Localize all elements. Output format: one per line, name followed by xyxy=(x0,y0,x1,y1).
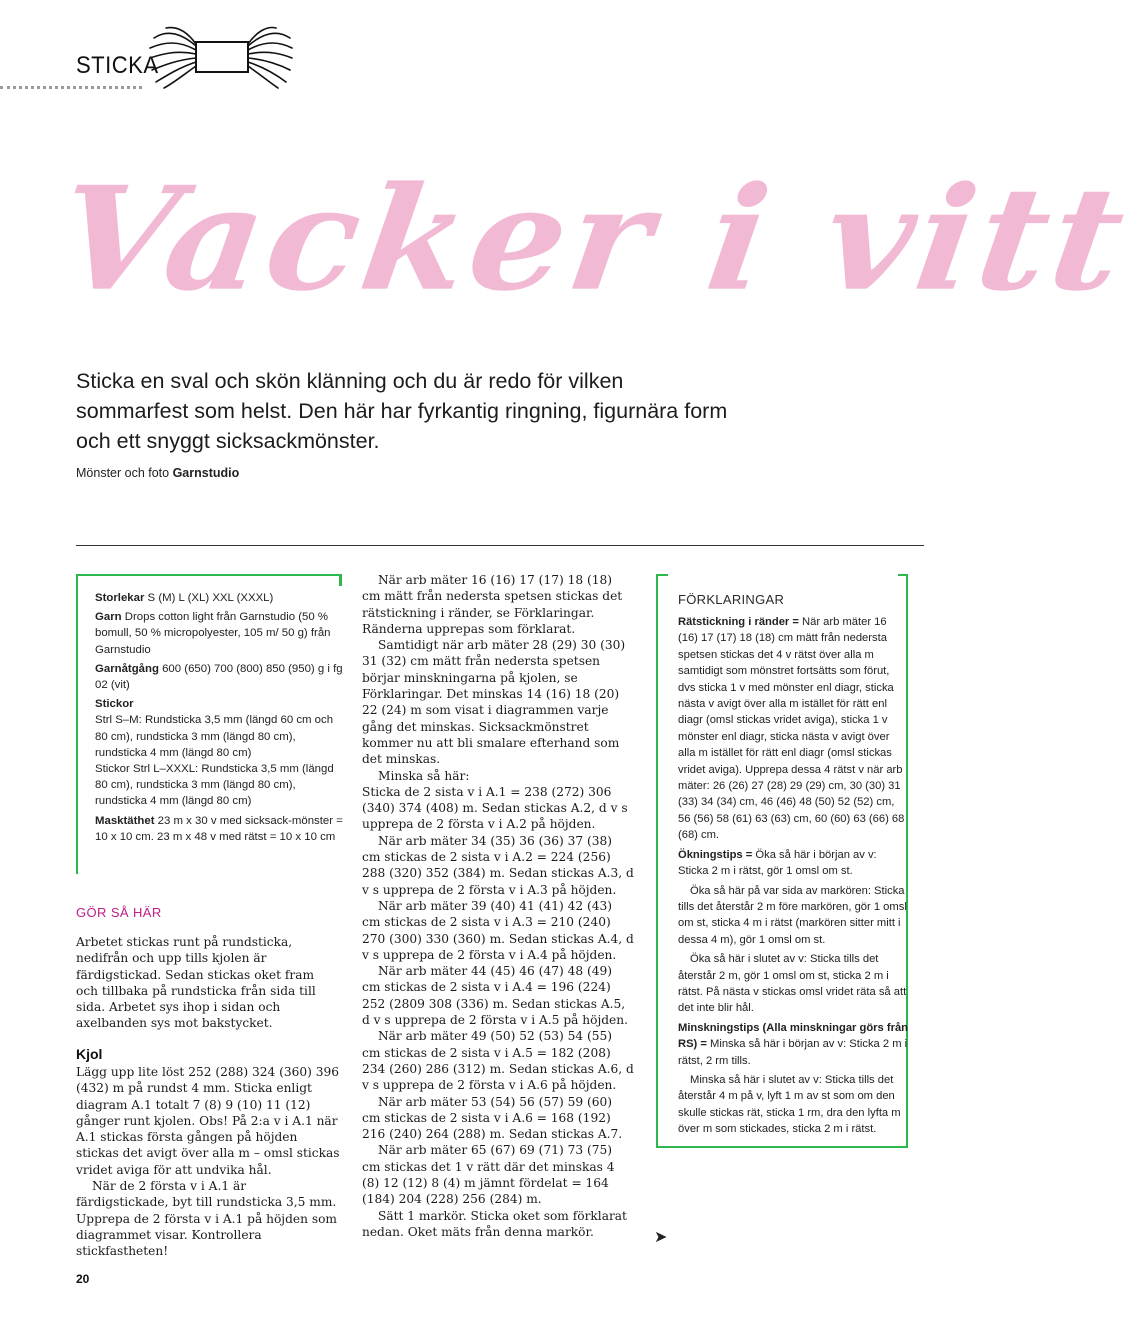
how-to-heading: GÖR SÅ HÄR xyxy=(76,905,162,920)
page-number: 20 xyxy=(76,1272,90,1286)
explanations-box xyxy=(656,574,908,1148)
materials-box xyxy=(76,574,342,874)
decrease-instructions: När arb mäter 16 (16) 17 (17) 18 (18) cm mätt från nedersta spetsen stickas det rätstickning i ränder, se Förklaringar. Ränderna upprepas som förklarat. Samtidigt när arb mäter 28 (29) 30 (30) 31 (32) cm mätt från nedersta spetsen börjar minskningarna på kjolen, se Förklaringar. Det minskas 14 (16) 18 (20) 22 (24) m som visat i diagrammen varje gång det minskas. Sicksackmönstret kommer nu att bli smalare efterhand som det minskas. Minska så här: Sticka de 2 sista v i A.1 = 238 (272) 306 (340) 374 (408) m. Sedan stickas A.2, d v s upprepa de 2 första v i A.2 på höjden. När arb mäter 34 (35) 36 (36) 37 (38) cm stickas de 2 sista v i A.2 = 224 (256) 288 (320) 352 (384) m. Sedan stickas A.3, d v s upprepa de 2 första v i A.3 på höjden. När arb mäter 39 (40) 41 (41) 42 (43) cm stickas de 2 sista v i A.3 = 210 (240) 270 (300) 330 (360) m. Sedan stickas A.4, d v s upprepa de 2 första v i A.4 på höjden. När arb mäter 44 (45) 46 (47) 48 (49) cm stickas de 2 sista v i A.4 = 196 (224) 252 (2809 308 (336) m. Sedan stickas A.5, d v s upprepa de 2 första v i A.5 på höjden. När arb mäter 49 (50) 52 (53) 54 (55) cm stickas de 2 sista v i A.5 = 182 (208) 234 (260) 286 (312) m. Sedan stickas A.6, d v s upprepa de 2 första v i A.6 på höjden. När arb mäter 53 (54) 56 (57) 59 (60) cm stickas de 2 sista v i A.6 = 168 (192) 216 (240) 264 (288) m. Sedan stickas A.7. När arb mäter 65 (67) 69 (71) 73 (75) cm stickas det 1 v rätt där det minskas 4 (8) 12 (12) 8 (4) m jämnt fördelat = 164 (184) 204 (228) 256 (284) m. Sätt 1 markör. Sticka oket som förklarat nedan. Oket mäts från denna markör. xyxy=(362,573,634,1239)
explanations-body xyxy=(678,614,908,1141)
header-dotted-rule xyxy=(0,86,142,89)
explanations-box-corner-right xyxy=(898,574,908,576)
continue-arrow-icon: ➤ xyxy=(654,1227,668,1246)
article-intro: Sticka en sval och skön klänning och du är redo för vilken sommarfest som helst. Den här har fyrkantig ringning, figurnära form och ett snyggt sicksackmönster. xyxy=(76,369,728,453)
yarn-skein-icon xyxy=(146,24,296,92)
column-top-rule xyxy=(76,545,924,546)
materials-gauge: Masktäthet 23 m x 30 v med sicksack-mönster = 10 x 10 cm. 23 m x 48 v med rätst = 10 x 10 cm xyxy=(95,814,343,843)
article-title: Vacker i vitt xyxy=(48,155,1137,323)
skirt-heading: Kjol xyxy=(76,1046,103,1062)
decrease-tip: Minskningstips (Alla minskningar görs från RS) = Minska så här i början av v: Sticka 2 m i rätst, 2 rm tills. xyxy=(678,1021,908,1067)
materials-yarn: Garn Drops cotton light från Garnstudio (50 % bomull, 50 % micropolyester, 105 m/ 50 g) från Garnstudio xyxy=(95,611,331,656)
section-label: STICKA xyxy=(76,52,159,79)
skirt-instructions: Lägg upp lite löst 252 (288) 324 (360) 396 (432) m på rundst 4 mm. Sticka enligt diagram A.1 totalt 7 (8) 9 (10) 11 (12) gånger runt kjolen. Obs! På 2:a v i A.1 när A.1 stickas första gången på höjden stickas det avigt över alla m – omsl stickas vridet aviga för att undvika hål. När de 2 första v i A.1 är färdigstickade, byt till rundsticka 3,5 mm. Upprepa de 2 första v i A.1 på höjden som diagrammet visar. Kontrollera stickfastheten! xyxy=(76,1065,340,1259)
stripes-tip: Rätstickning i ränder = När arb mäter 16 (16) 17 (17) 18 (18) cm mätt från nedersta spetsen stickas det 4 v rätst över alla m samtidigt som mönstret fortsätts som förut, dvs sticka 1 v med mönster enl diagr, sticka nästa v avigt över alla m istället för rätt enl diagr (omsl stickas vridet aviga), sticka 1 v mönster enl diagr, sticka nästa v avigt över alla m istället för rätt enl diagr (omsl stickas vridet aviga). Upprepa dessa 4 rätst v när arb mäter: 26 (26) 27 (28) 29 (29) cm, 30 (30) 31 (33) 34 (34) cm, 46 (46) 48 (50) 52 (52) cm, 56 (56) 58 (61) 63 (63) cm, 60 (60) 63 (66) 68 (68) cm. xyxy=(678,616,905,842)
materials-needles: Stickor Strl S–M: Rundsticka 3,5 mm (längd 60 cm och 80 cm), rundsticka 3 mm (längd 80 cm), rundsticka 4 mm (längd 80 cm) Stickor Strl L–XXXL: Rundsticka 3,5 mm (längd 80 cm), rundsticka 3 mm (längd 80 cm), rundsticka 4 mm (längd 80 cm) xyxy=(95,698,334,808)
materials-usage: Garnåtgång 600 (650) 700 (800) 850 (950) g i fg 02 (vit) xyxy=(95,662,343,692)
decrease-tip-end: Minska så här i slutet av v: Sticka tills det återstår 4 m på v, lyft 1 m av st som om den skulle stickas rät, sticka 1 rm, dra den lyfta m över m som stickades, sticka 2 m i rätst. xyxy=(678,1073,901,1136)
explanations-box-corner-left xyxy=(656,574,668,576)
increase-tip-marker: Öka så här på var sida av markören: Sticka tills det återstår 2 m före markören, gör 1 omsl om st, sticka 4 m i rätst (markören sitter mitt i dessa 4 m), gör 1 omsl om st. xyxy=(678,884,907,946)
article-credit: Mönster och foto Garnstudio xyxy=(76,466,240,480)
materials-box-corner xyxy=(339,574,342,586)
increase-tip-end: Öka så här i slutet av v: Sticka tills det återstår 2 m, gör 1 omsl om st, sticka 2 m i rätst. På nästa v stickas omsl vridet räta så att det inte blir hål. xyxy=(678,953,907,1015)
materials-sizes: Storlekar S (M) L (XL) XXL (XXXL) xyxy=(95,592,274,604)
increase-tip: Ökningstips = Öka så här i början av v: Sticka 2 m i rätst, gör 1 omsl om st. xyxy=(678,848,877,878)
materials-list xyxy=(95,590,345,848)
explanations-heading: FÖRKLARINGAR xyxy=(678,592,785,607)
how-to-intro: Arbetet stickas runt på rundsticka, nedifrån och upp tills kjolen är färdigstickad. Sedan stickas oket fram och tillbaka på rundsticka från sida till sida. Arbetet sys ihop i sidan och axelbanden sys mot bakstycket. xyxy=(76,935,316,1031)
